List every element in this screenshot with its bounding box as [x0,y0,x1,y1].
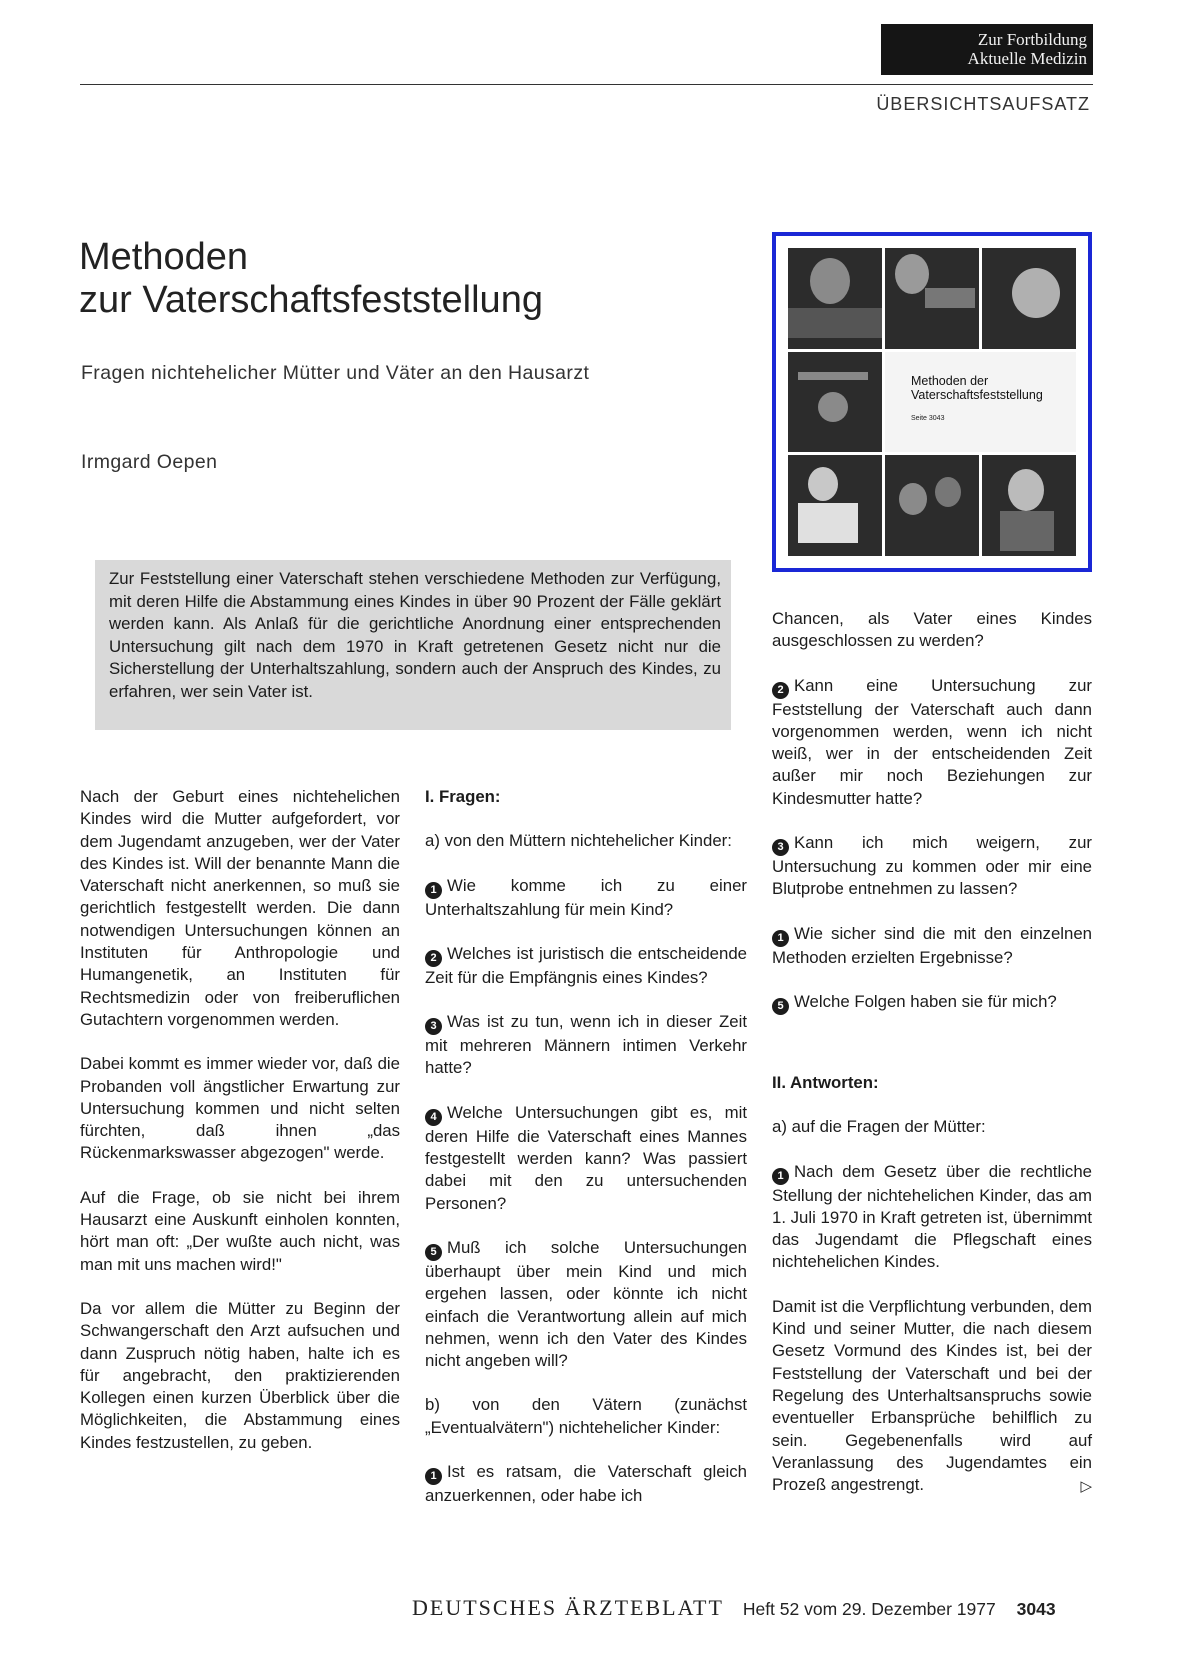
section-label-line2: Aktuelle Medizin [967,49,1087,68]
question-item [425,1237,747,1372]
abstract-box: Zur Feststellung einer Vaterschaft stehen verschiedene Methoden zur Verfügung, mit deren Hilfe die Abstammung eines Kindes in über 90 Prozent der Fälle geklärt werden kann. Als Anlaß für die gerichtliche Anordnung einer entsprechenden Untersuchung gilt nach dem 1970 in Kraft getretenen Gesetz nicht nur die Sicherstellung der Unterhaltszahlung, sondern auch der Anspruch des Kindes, zu erfahren, wer sein Vater ist. [95,560,731,730]
cover-title-line1: Methoden der [911,373,989,388]
question-item [425,943,747,989]
question-item [772,991,1092,1015]
number-badge-icon: 4 [425,1109,442,1126]
question-item [772,832,1092,901]
cover-title-panel [885,352,1076,453]
number-badge-icon: 1 [772,1168,789,1185]
page-footer [412,1595,1056,1621]
issue-info: Heft 52 vom 29. Dezember 1977 [742,1599,996,1619]
title-line-2: zur Vaterschaftsfeststellung [79,279,543,321]
cover-photo-3 [982,248,1076,349]
question-item [772,923,1092,969]
subheading-answers-mothers: a) auf die Fragen der Mütter: [772,1117,986,1137]
question-text: Welche Folgen haben sie für mich? [794,991,1057,1011]
paragraph [772,1296,1092,1497]
question-text: Kann ich mich weigern, zur Untersuchung zu kommen oder mir eine Blutprobe entnehmen zu lassen? [772,833,1092,899]
text-column-3-bottom [772,1072,1092,1518]
number-badge-icon: 5 [425,1244,442,1261]
subheading-mothers: a) von den Müttern nichtehelicher Kinder: [425,831,732,851]
question-continuation: Chancen, als Vater eines Kindes ausgeschlossen zu werden? [772,609,1092,651]
continue-arrow-icon: ▷ [1080,1478,1092,1496]
title-line-1: Methoden [79,236,249,278]
question-text: Wie sicher sind die mit den einzelnen Methoden erzielten Ergebnisse? [772,923,1092,967]
paragraph: Auf die Frage, ob sie nicht bei ihrem Hausarzt eine Auskunft einholen konnten, hört man oft: „Der wußte auch nicht, was man mit uns machen wird!" [80,1187,400,1274]
number-badge-icon: 1 [772,930,789,947]
question-text: Welche Untersuchungen gibt es, mit deren Hilfe die Vaterschaft eines Mannes festgestellt werden kann? Was passiert dabei mit den zu untersuchenden Personen? [425,1102,747,1213]
paragraph: Nach der Geburt eines nichtehelichen Kindes wird die Mutter aufgefordert, vor dem Jugendamt anzugeben, wer der Vater des Kindes ist. Will der benannte Mann die Vaterschaft nicht anerkennen, so muß sie gerichtlich festgestellt werden. Die dann notwendigen Untersuchungen können an Instituten für Anthropologie und Humangenetik, an Instituten für Rechtsmedizin oder von freiberuflichen Gutachtern vorgenommen werden. [80,787,400,1029]
article-subtitle: Fragen nichtehelicher Mütter und Väter an den Hausarzt [81,362,590,384]
question-item [425,1011,747,1080]
paragraph: Dabei kommt es immer wieder vor, daß die Probanden voll ängstlicher Erwartung zur Untersuchung kommen und nicht selten fürchten, daß ihnen „das Rückenmarkswasser abgezogen" werde. [80,1054,400,1163]
number-badge-icon: 1 [425,882,442,899]
cover-photo-7 [982,455,1076,556]
question-item [425,875,747,921]
text-column-1 [80,786,400,1476]
question-item [425,1461,747,1507]
cover-photo-2 [885,248,979,349]
number-badge-icon: 2 [772,682,789,699]
text-column-2 [425,786,747,1529]
subheading-fathers: b) von den Vätern (zunächst „Eventualvätern") nichtehelicher Kinder: [425,1395,747,1437]
number-badge-icon: 2 [425,950,442,967]
section-heading-answers: II. Antworten: [772,1073,879,1092]
answer-item [772,1161,1092,1274]
article-title [79,236,639,322]
number-badge-icon: 3 [772,839,789,856]
question-text: Welches ist juristisch die entscheidende Zeit für die Empfängnis eines Kindes? [425,943,747,987]
section-label-box [881,24,1093,75]
page-number: 3043 [1016,1599,1056,1619]
cover-photo-6 [885,455,979,556]
question-text: Ist es ratsam, die Vaterschaft gleich anzuerkennen, oder habe ich [425,1462,747,1506]
question-text: Was ist zu tun, wenn ich in dieser Zeit mit mehreren Männern intimen Verkehr hatte? [425,1012,747,1078]
cover-photo-5 [788,455,882,556]
section-label-line1: Zur Fortbildung [977,30,1087,49]
answer-text: Nach dem Gesetz über die rechtliche Stellung der nichtehelichen Kinder, das am 1. Juli 1970 in Kraft getreten ist, übernimmt das Jugendamt die Pflegschaft eines nichtehelichen Kindes. [772,1161,1092,1272]
cover-page-ref: Seite 3043 [911,414,945,422]
question-text: Kann eine Untersuchung zur Feststellung der Vaterschaft auch dann vorgenommen werden, wenn ich nicht weiß, wer in der entscheidenden Zeit außer mir noch Beziehungen zur Kindesmutter hatte? [772,675,1092,808]
author-name: Irmgard Oepen [81,451,218,473]
cover-image [772,232,1092,572]
article-type: ÜBERSICHTSAUFSATZ [876,94,1090,114]
number-badge-icon: 1 [425,1468,442,1485]
cover-title-line2: Vaterschaftsfeststellung [911,387,1043,402]
paragraph: Da vor allem die Mütter zu Beginn der Schwangerschaft den Arzt aufsuchen und dann Zuspruch nötig haben, halte ich es für angebracht, den praktizierenden Kollegen einen kurzen Überblick über die Möglichkeiten, die Abstammung eines Kindes festzustellen, zu geben. [80,1298,400,1452]
question-text: Muß ich solche Untersuchungen überhaupt über mein Kind und mich ergehen lassen, oder könnte ich nicht einfach die Verantwortung allein auf mich nehmen, wenn ich den Vater des Kindes nicht angeben will? [425,1237,747,1371]
question-item [425,1102,747,1215]
journal-name: DEUTSCHES ÄRZTEBLATT [412,1595,724,1620]
answer-paragraph-text: Damit ist die Verpflichtung verbunden, dem Kind und seiner Mutter, die nach diesem Gesetz Vormund des Kindes ist, bei der Feststellung der Vaterschaft und bei der Regelung des Unterhaltsanspruchs sowie eventueller Erbansprüche behilflich zu sein. Gegebenenfalls wird auf Veranlassung des Jugendamtes ein Prozeß angestrengt. [772,1296,1092,1495]
question-item [772,675,1092,810]
text-column-3-top [772,608,1092,1037]
cover-photo-4 [788,352,882,453]
header-rule [80,84,1093,85]
number-badge-icon: 3 [425,1018,442,1035]
number-badge-icon: 5 [772,998,789,1015]
cover-photo-1 [788,248,882,349]
question-text: Wie komme ich zu einer Unterhaltszahlung für mein Kind? [425,875,747,919]
section-heading-questions: I. Fragen: [425,787,501,806]
